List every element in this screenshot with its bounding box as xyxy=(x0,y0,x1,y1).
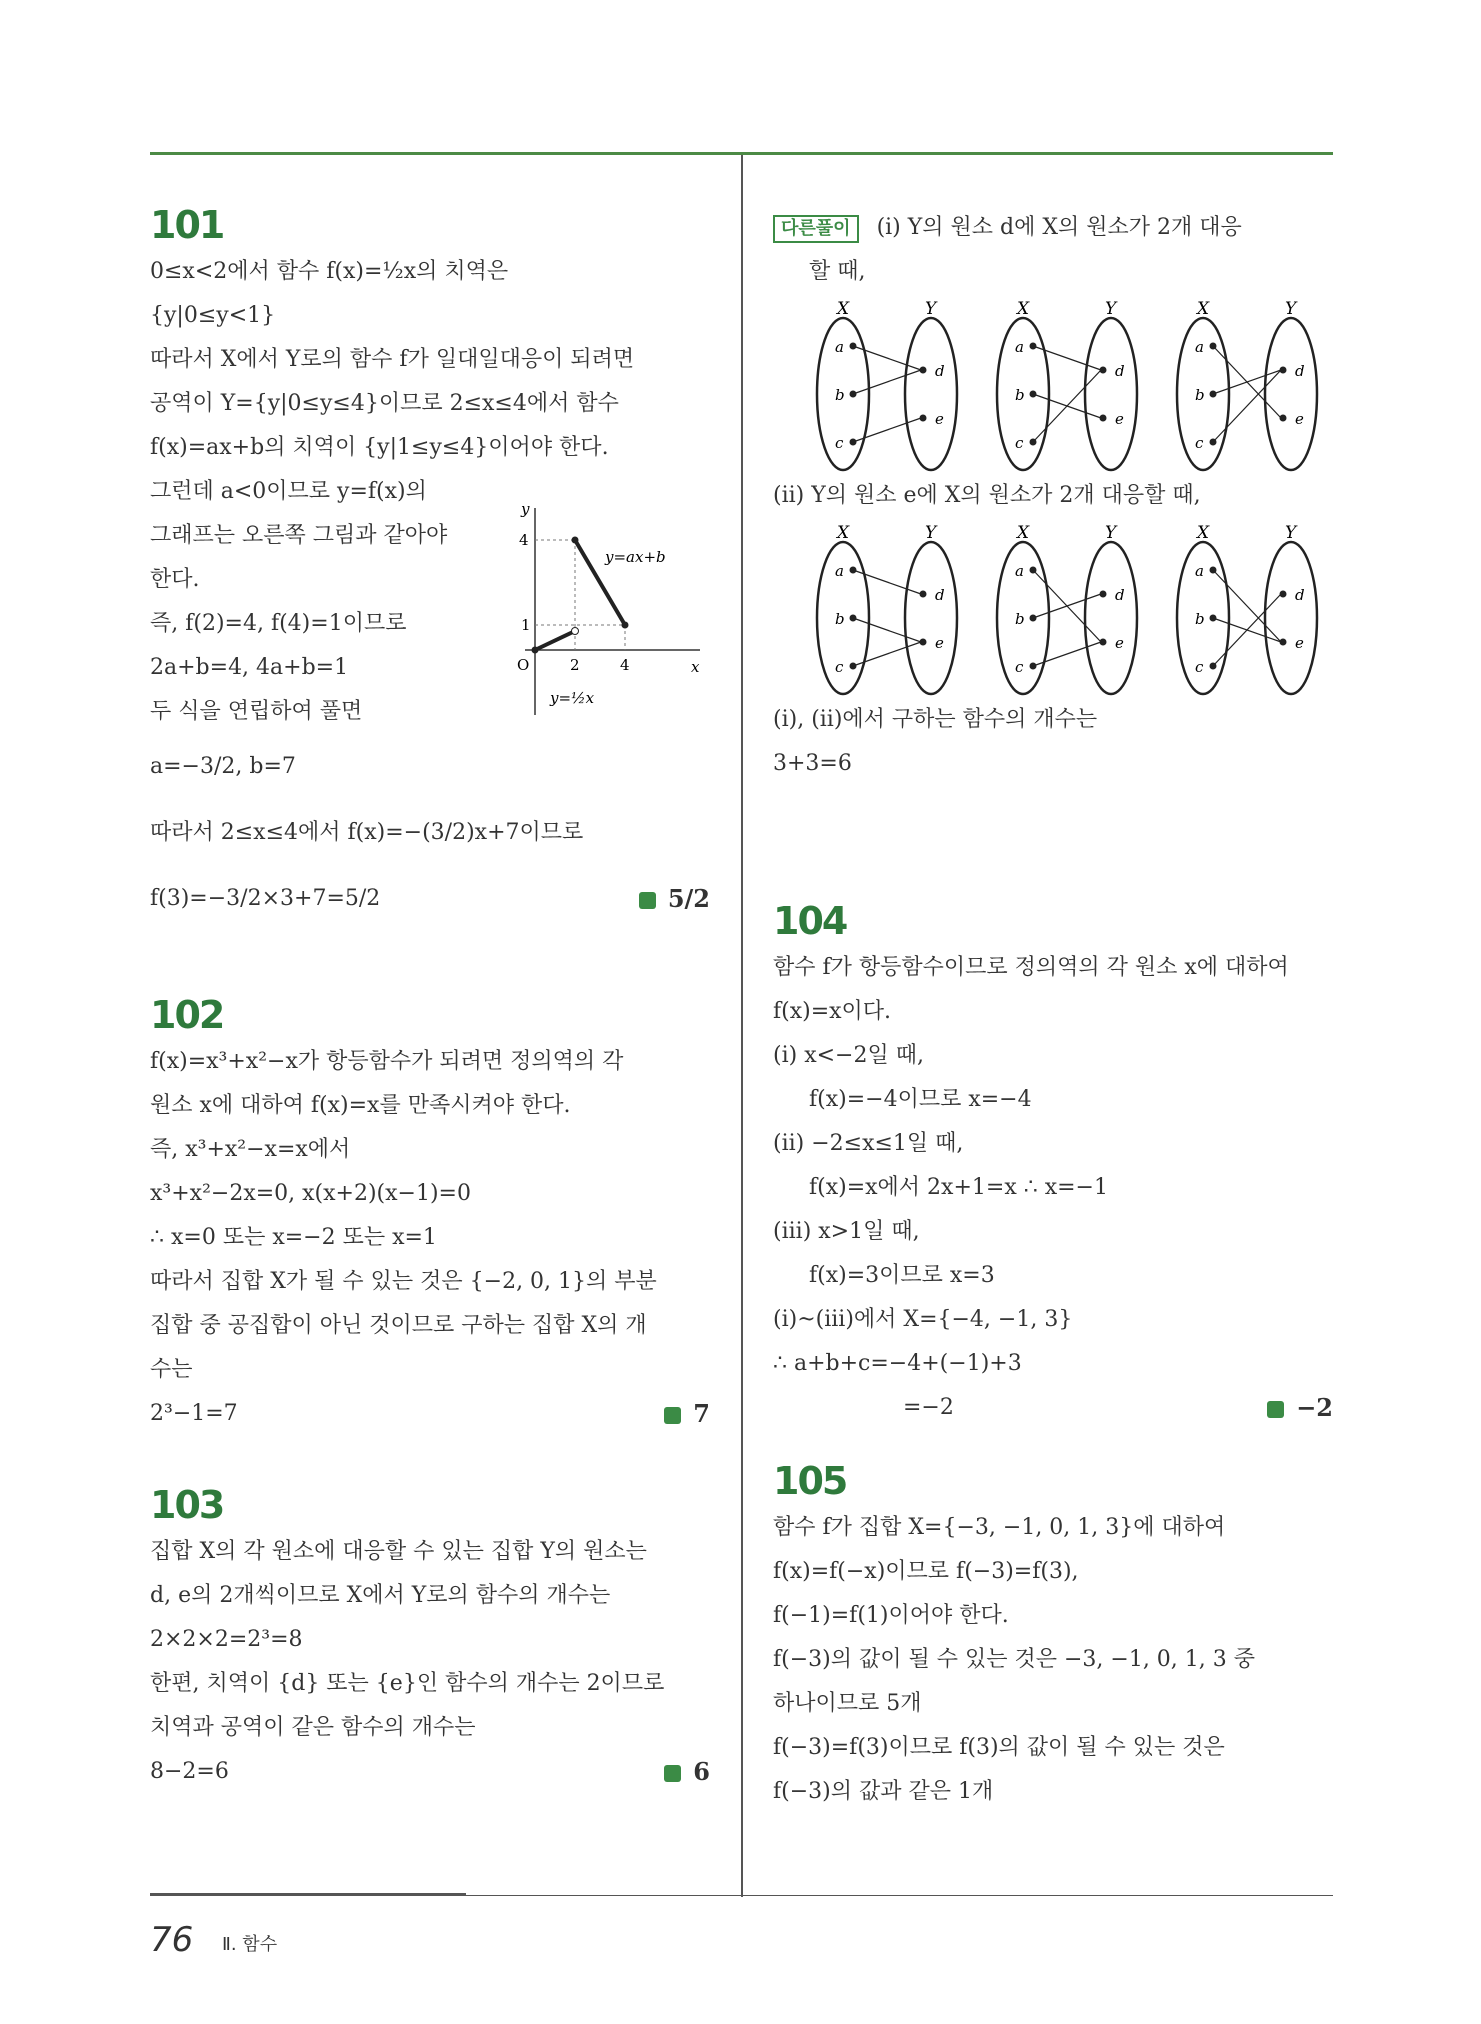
element-label: d xyxy=(935,362,945,380)
mapping-arrow xyxy=(1033,370,1101,442)
text-line: 2×2×2=2³=8 xyxy=(150,1627,303,1652)
set-label: Y xyxy=(1105,299,1117,319)
element-label: d xyxy=(1115,362,1125,380)
answer-icon xyxy=(1267,1401,1284,1418)
element-label: b xyxy=(1195,610,1205,628)
element-label: b xyxy=(1195,386,1205,404)
tick-label: 4 xyxy=(620,656,630,674)
set-ellipse xyxy=(905,542,957,694)
answer-icon xyxy=(664,1765,681,1782)
text-line: 그런데 a<0이므로 y=f(x)의 xyxy=(150,479,427,504)
set-ellipse xyxy=(1085,318,1137,470)
text-line: 함수 f가 항등함수이므로 정의역의 각 원소 x에 대하여 xyxy=(773,955,1289,980)
set-ellipse xyxy=(1265,542,1317,694)
problem-103 xyxy=(150,1480,710,1794)
text-line: d, e의 2개씩이므로 X에서 Y로의 함수의 개수는 xyxy=(150,1583,611,1608)
element-dot xyxy=(1280,639,1287,646)
element-label: b xyxy=(1015,386,1025,404)
set-label: Y xyxy=(925,299,937,319)
element-dot xyxy=(1280,591,1287,598)
text-line: 따라서 2≤x≤4에서 f(x)=−(3/2)x+7이므로 xyxy=(150,820,584,845)
alt-solution xyxy=(773,206,1333,896)
left-column xyxy=(150,200,710,1794)
element-dot xyxy=(1100,415,1107,422)
text-line: f(−3)=f(3)이므로 f(3)의 값이 될 수 있는 것은 xyxy=(773,1735,1225,1760)
text-line: f(x)=ax+b의 치역이 {y|1≤y≤4}이어야 한다. xyxy=(150,435,609,460)
section-label: Ⅱ. 함수 xyxy=(222,1934,278,1955)
right-column xyxy=(773,206,1333,1814)
function-graph xyxy=(505,500,705,720)
tick-label: 2 xyxy=(570,656,580,674)
page-number: 76 xyxy=(150,1920,194,1960)
case-1-text: (i) Y의 원소 d에 X의 원소가 2개 대응 xyxy=(876,215,1242,240)
problem-number: 105 xyxy=(773,1459,847,1503)
mapping-arrow xyxy=(1213,370,1281,442)
text-line: 치역과 공역이 같은 함수의 개수는 xyxy=(150,1715,476,1740)
text-line: 즉, x³+x²−x=x에서 xyxy=(150,1137,351,1162)
mapping-arrow xyxy=(853,618,921,642)
text-line: f(x)=f(−x)이므로 f(−3)=f(3), xyxy=(773,1559,1079,1584)
set-label: Y xyxy=(1105,523,1117,543)
answer-value: −2 xyxy=(1296,1393,1333,1422)
element-label: a xyxy=(835,562,844,580)
text-line: 원소 x에 대하여 f(x)=x를 만족시켜야 한다. xyxy=(150,1093,571,1118)
line-label: y=ax+b xyxy=(605,548,666,566)
text-line: 공역이 Y={y|0≤y≤4}이므로 2≤x≤4에서 함수 xyxy=(150,391,619,416)
element-dot xyxy=(920,591,927,598)
element-label: e xyxy=(1295,634,1304,652)
bottom-rule-thick xyxy=(150,1893,466,1896)
element-label: c xyxy=(835,658,844,676)
problem-number: 103 xyxy=(150,1483,224,1527)
text-line: 할 때, xyxy=(809,259,866,284)
mapping-arrow xyxy=(1213,370,1281,394)
element-dot xyxy=(1280,367,1287,374)
element-label: e xyxy=(1115,410,1124,428)
element-dot xyxy=(920,367,927,374)
set-label: Y xyxy=(1285,299,1297,319)
text-line xyxy=(773,206,1333,250)
set-label: X xyxy=(1197,299,1210,319)
problem-number: 104 xyxy=(773,899,847,943)
final-equation: =−2 xyxy=(903,1395,954,1420)
set-ellipse xyxy=(1265,318,1317,470)
mapping-diagram-set xyxy=(773,518,1333,698)
text-line: (i), (ii)에서 구하는 함수의 개수는 xyxy=(773,707,1098,732)
text-line: (i) x<−2일 때, xyxy=(773,1043,924,1068)
element-label: c xyxy=(1015,658,1024,676)
element-label: c xyxy=(1195,434,1204,452)
text-line: f(−3)의 값이 될 수 있는 것은 −3, −1, 0, 1, 3 중 xyxy=(773,1647,1256,1672)
tick-label: 1 xyxy=(521,616,531,634)
column-divider xyxy=(741,155,743,1897)
text-line: a=−3/2, b=7 xyxy=(150,754,296,779)
text-line: ∴ x=0 또는 x=−2 또는 x=1 xyxy=(150,1225,437,1250)
text-line: 두 식을 연립하여 풀면 xyxy=(150,699,363,724)
element-label: d xyxy=(1295,586,1305,604)
text-line: 2a+b=4, 4a+b=1 xyxy=(150,655,349,680)
element-label: e xyxy=(935,410,944,428)
mapping-diagram-set xyxy=(773,294,1333,474)
text-line: 따라서 집합 X가 될 수 있는 것은 {−2, 0, 1}의 부분 xyxy=(150,1269,657,1294)
text-line: 집합 중 공집합이 아닌 것이므로 구하는 집합 X의 개 xyxy=(150,1313,647,1338)
element-dot xyxy=(1280,415,1287,422)
element-label: c xyxy=(835,434,844,452)
set-label: X xyxy=(837,299,850,319)
text-line: f(x)=−4이므로 x=−4 xyxy=(809,1087,1032,1112)
y-label: y xyxy=(521,500,530,518)
text-line: f(x)=x이다. xyxy=(773,999,892,1024)
text-line xyxy=(150,866,710,932)
text-line: 그래프는 오른쪽 그림과 같아야 xyxy=(150,523,448,548)
element-label: e xyxy=(1115,634,1124,652)
answer-value: 7 xyxy=(693,1399,710,1428)
final-equation: 2³−1=7 xyxy=(150,1401,238,1426)
element-label: a xyxy=(1015,338,1024,356)
set-label: X xyxy=(1017,299,1030,319)
mapping-diagram xyxy=(997,299,1137,470)
mapping-arrow xyxy=(1033,594,1101,618)
element-dot xyxy=(920,415,927,422)
open-point xyxy=(572,628,579,635)
x-label: x xyxy=(691,658,700,676)
point xyxy=(532,647,539,654)
text-line xyxy=(773,1386,1333,1430)
text-line: f(−3)의 값과 같은 1개 xyxy=(773,1779,994,1804)
alt-solution-tag: 다른풀이 xyxy=(773,215,859,243)
final-equation: 8−2=6 xyxy=(150,1759,229,1784)
element-label: c xyxy=(1015,434,1024,452)
text-line: (i)~(iii)에서 X={−4, −1, 3} xyxy=(773,1307,1073,1332)
final-equation: f(3)=−3/2×3+7=5/2 xyxy=(150,886,381,911)
text-line: 한다. xyxy=(150,567,200,592)
mapping-diagram xyxy=(1177,299,1317,470)
set-label: X xyxy=(1017,523,1030,543)
element-label: c xyxy=(1195,658,1204,676)
text-line xyxy=(150,1392,710,1436)
text-line: (iii) x>1일 때, xyxy=(773,1219,920,1244)
set-label: X xyxy=(1197,523,1210,543)
element-dot xyxy=(1100,591,1107,598)
answer xyxy=(664,1750,710,1794)
answer xyxy=(639,866,710,932)
text-line: 0≤x<2에서 함수 f(x)=½x의 치역은 xyxy=(150,259,509,284)
answer-icon xyxy=(639,892,656,909)
mapping-diagrams-d xyxy=(773,294,1333,474)
problem-102 xyxy=(150,990,710,1480)
text-line: 즉, f(2)=4, f(4)=1이므로 xyxy=(150,611,407,636)
problem-105 xyxy=(773,1456,1333,1814)
text-line: ∴ a+b+c=−4+(−1)+3 xyxy=(773,1351,1022,1376)
element-label: b xyxy=(835,610,845,628)
text-line: 하나이므로 5개 xyxy=(773,1691,922,1716)
answer xyxy=(664,1392,710,1436)
element-label: a xyxy=(1015,562,1024,580)
answer-value: 6 xyxy=(693,1757,710,1786)
point xyxy=(622,622,629,629)
text-line: 수는 xyxy=(150,1357,193,1382)
set-label: Y xyxy=(1285,523,1297,543)
text-line: (ii) Y의 원소 e에 X의 원소가 2개 대응할 때, xyxy=(773,483,1201,508)
problem-number: 102 xyxy=(150,993,224,1037)
text-line: 한편, 치역이 {d} 또는 {e}인 함수의 개수는 2이므로 xyxy=(150,1671,665,1696)
text-line: f(x)=3이므로 x=3 xyxy=(809,1263,995,1288)
text-line: f(x)=x에서 2x+1=x ∴ x=−1 xyxy=(809,1175,1108,1200)
set-label: X xyxy=(837,523,850,543)
element-dot xyxy=(1100,367,1107,374)
text-line: 함수 f가 집합 X={−3, −1, 0, 1, 3}에 대하여 xyxy=(773,1515,1226,1540)
element-label: d xyxy=(935,586,945,604)
problem-101 xyxy=(150,200,710,990)
text-line: 3+3=6 xyxy=(773,751,852,776)
mapping-arrow xyxy=(1213,570,1281,642)
element-label: e xyxy=(935,634,944,652)
answer xyxy=(1267,1386,1333,1430)
problem-104 xyxy=(773,896,1333,1456)
element-label: d xyxy=(1295,362,1305,380)
point xyxy=(572,537,579,544)
text-line: x³+x²−2x=0, x(x+2)(x−1)=0 xyxy=(150,1181,471,1206)
answer-value: 5/2 xyxy=(667,884,710,913)
text-line: 집합 X의 각 원소에 대응할 수 있는 집합 Y의 원소는 xyxy=(150,1539,647,1564)
problem-number: 101 xyxy=(150,203,224,247)
text-line: (ii) −2≤x≤1일 때, xyxy=(773,1131,964,1156)
element-label: d xyxy=(1115,586,1125,604)
set-ellipse xyxy=(905,318,957,470)
mapping-diagram xyxy=(817,523,957,694)
segment-half-x xyxy=(535,631,575,650)
element-dot xyxy=(920,639,927,646)
mapping-diagrams-e xyxy=(773,518,1333,698)
mapping-arrow xyxy=(1213,594,1281,666)
mapping-diagram xyxy=(817,299,957,470)
element-label: b xyxy=(1015,610,1025,628)
line-label: y=½x xyxy=(550,689,595,707)
text-line: f(−1)=f(1)이어야 한다. xyxy=(773,1603,1009,1628)
text-line: f(x)=x³+x²−x가 항등함수가 되려면 정의역의 각 xyxy=(150,1049,624,1074)
element-label: a xyxy=(1195,338,1204,356)
origin-label: O xyxy=(517,656,530,674)
text-line: {y|0≤y<1} xyxy=(150,303,276,328)
mapping-diagram xyxy=(997,523,1137,694)
answer-icon xyxy=(664,1407,681,1424)
text-line xyxy=(150,1750,710,1794)
text-line: 따라서 X에서 Y로의 함수 f가 일대일대응이 되려면 xyxy=(150,347,635,372)
tick-label: 4 xyxy=(519,531,529,549)
element-label: a xyxy=(1195,562,1204,580)
element-label: e xyxy=(1295,410,1304,428)
set-label: Y xyxy=(925,523,937,543)
element-label: a xyxy=(835,338,844,356)
element-label: b xyxy=(835,386,845,404)
element-dot xyxy=(1100,639,1107,646)
mapping-arrow xyxy=(853,370,921,394)
set-ellipse xyxy=(1085,542,1137,694)
mapping-diagram xyxy=(1177,523,1317,694)
